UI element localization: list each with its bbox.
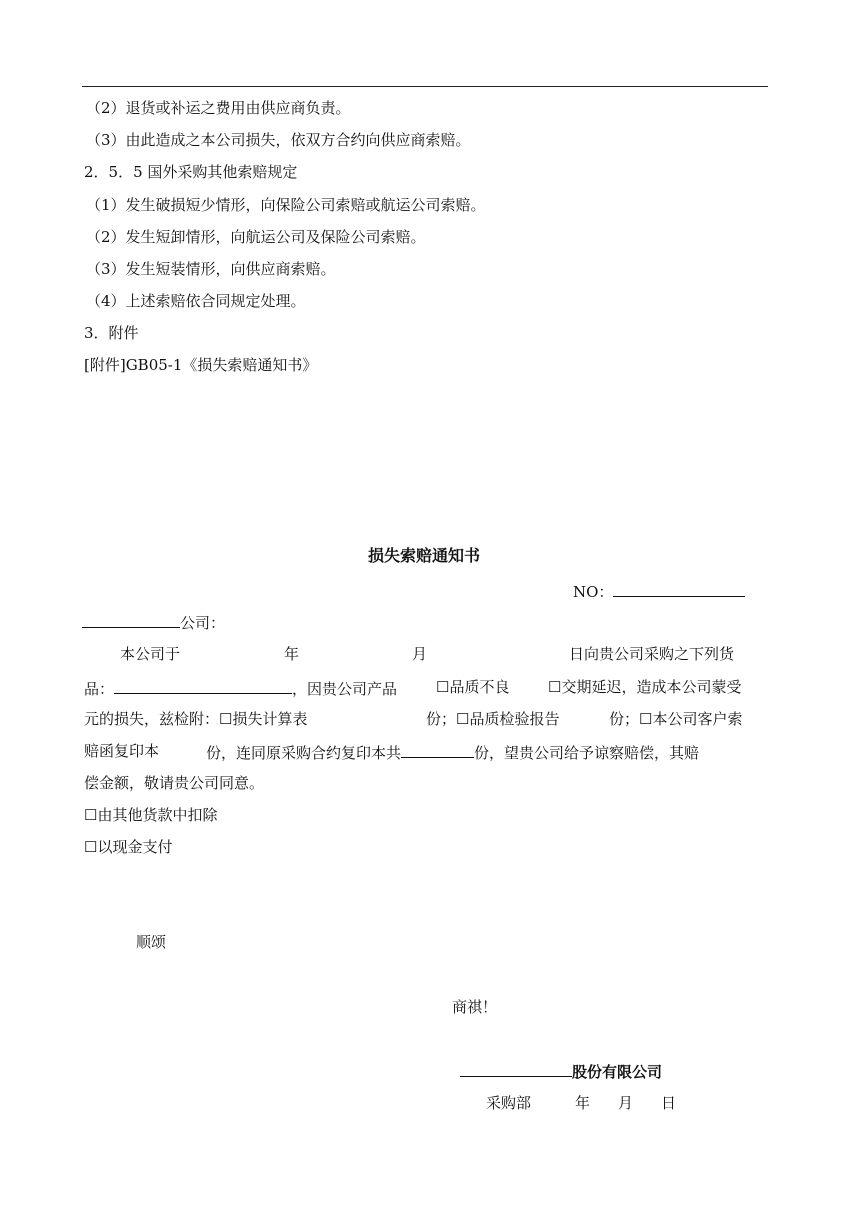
form-number-label: NO： [573, 583, 614, 601]
option-deduct: ☐由其他货款中扣除 [84, 806, 218, 824]
body-line-1a: 本公司于 [120, 645, 181, 663]
company-name-blank [82, 611, 180, 628]
clause-line: （2）退货或补运之费用由供应商负责。 [86, 99, 351, 117]
body-line-2a [84, 677, 397, 699]
date-month: 月 [618, 1094, 634, 1112]
body-line-4a: 赔函复印本 [84, 742, 160, 760]
clause-line: （3）由此造成之本公司损失，依双方合约向供应商索赔。 [86, 131, 471, 149]
signature-company [460, 1060, 662, 1082]
date-day: 日 [661, 1094, 677, 1112]
body-line-5: 偿金额，敬请贵公司同意。 [84, 774, 265, 792]
signature-company-name: 股份有限公司 [572, 1063, 663, 1081]
form-title: 损失索赔通知书 [367, 546, 480, 565]
form-number-blank [613, 580, 745, 597]
body-year: 年 [284, 645, 300, 663]
clause-line: （3）发生短装情形，向供应商索赔。 [86, 260, 336, 278]
clause-line: （2）发生短卸情形，向航运公司及保险公司索赔。 [86, 228, 426, 246]
date-year: 年 [575, 1094, 591, 1112]
body-month: 月 [412, 645, 428, 663]
delivery-option: ☐交期延迟，造成本公司蒙受 [548, 678, 742, 696]
goods-cause: ，因贵公司产品 [292, 680, 398, 698]
request-text: 份，望贵公司给予谅察赔偿，其赔 [474, 744, 700, 762]
copies-blank [401, 741, 474, 758]
option-cash: ☐以现金支付 [84, 838, 173, 856]
goods-label: 品： [84, 680, 115, 698]
body-line-3a: 元的损失，兹检附：☐损失计算表 [84, 710, 308, 728]
company-suffix: 公司： [180, 614, 226, 632]
goods-blank [114, 677, 292, 694]
closing-wish: 商祺！ [452, 998, 498, 1016]
attachment-line: [附件]GB05-1《损失索赔通知书》 [84, 356, 318, 374]
clause-line: （4）上述索赔依合同规定处理。 [86, 292, 306, 310]
header-rule [82, 86, 768, 87]
signature-blank [460, 1060, 572, 1077]
addressee-line [82, 611, 225, 633]
quality-option: ☐品质不良 [436, 678, 510, 696]
clause-heading: 2．5．5 国外采购其他索赔规定 [84, 163, 298, 181]
body-line-3c: 份；☐本公司客户索 [609, 710, 743, 728]
clause-line: （1）发生破损短少情形，向保险公司索赔或航运公司索赔。 [86, 196, 486, 214]
copies-text: 份，连同原采购合约复印本共 [206, 744, 402, 762]
signature-dept: 采购部 [486, 1094, 532, 1112]
body-line-4 [206, 741, 699, 763]
form-number [573, 580, 745, 602]
section-heading: 3．附件 [84, 324, 139, 342]
body-line-1d: 日向贵公司采购之下列货 [569, 645, 735, 663]
closing-greeting: 顺颂 [136, 933, 167, 951]
body-line-3b: 份；☐品质检验报告 [426, 710, 560, 728]
